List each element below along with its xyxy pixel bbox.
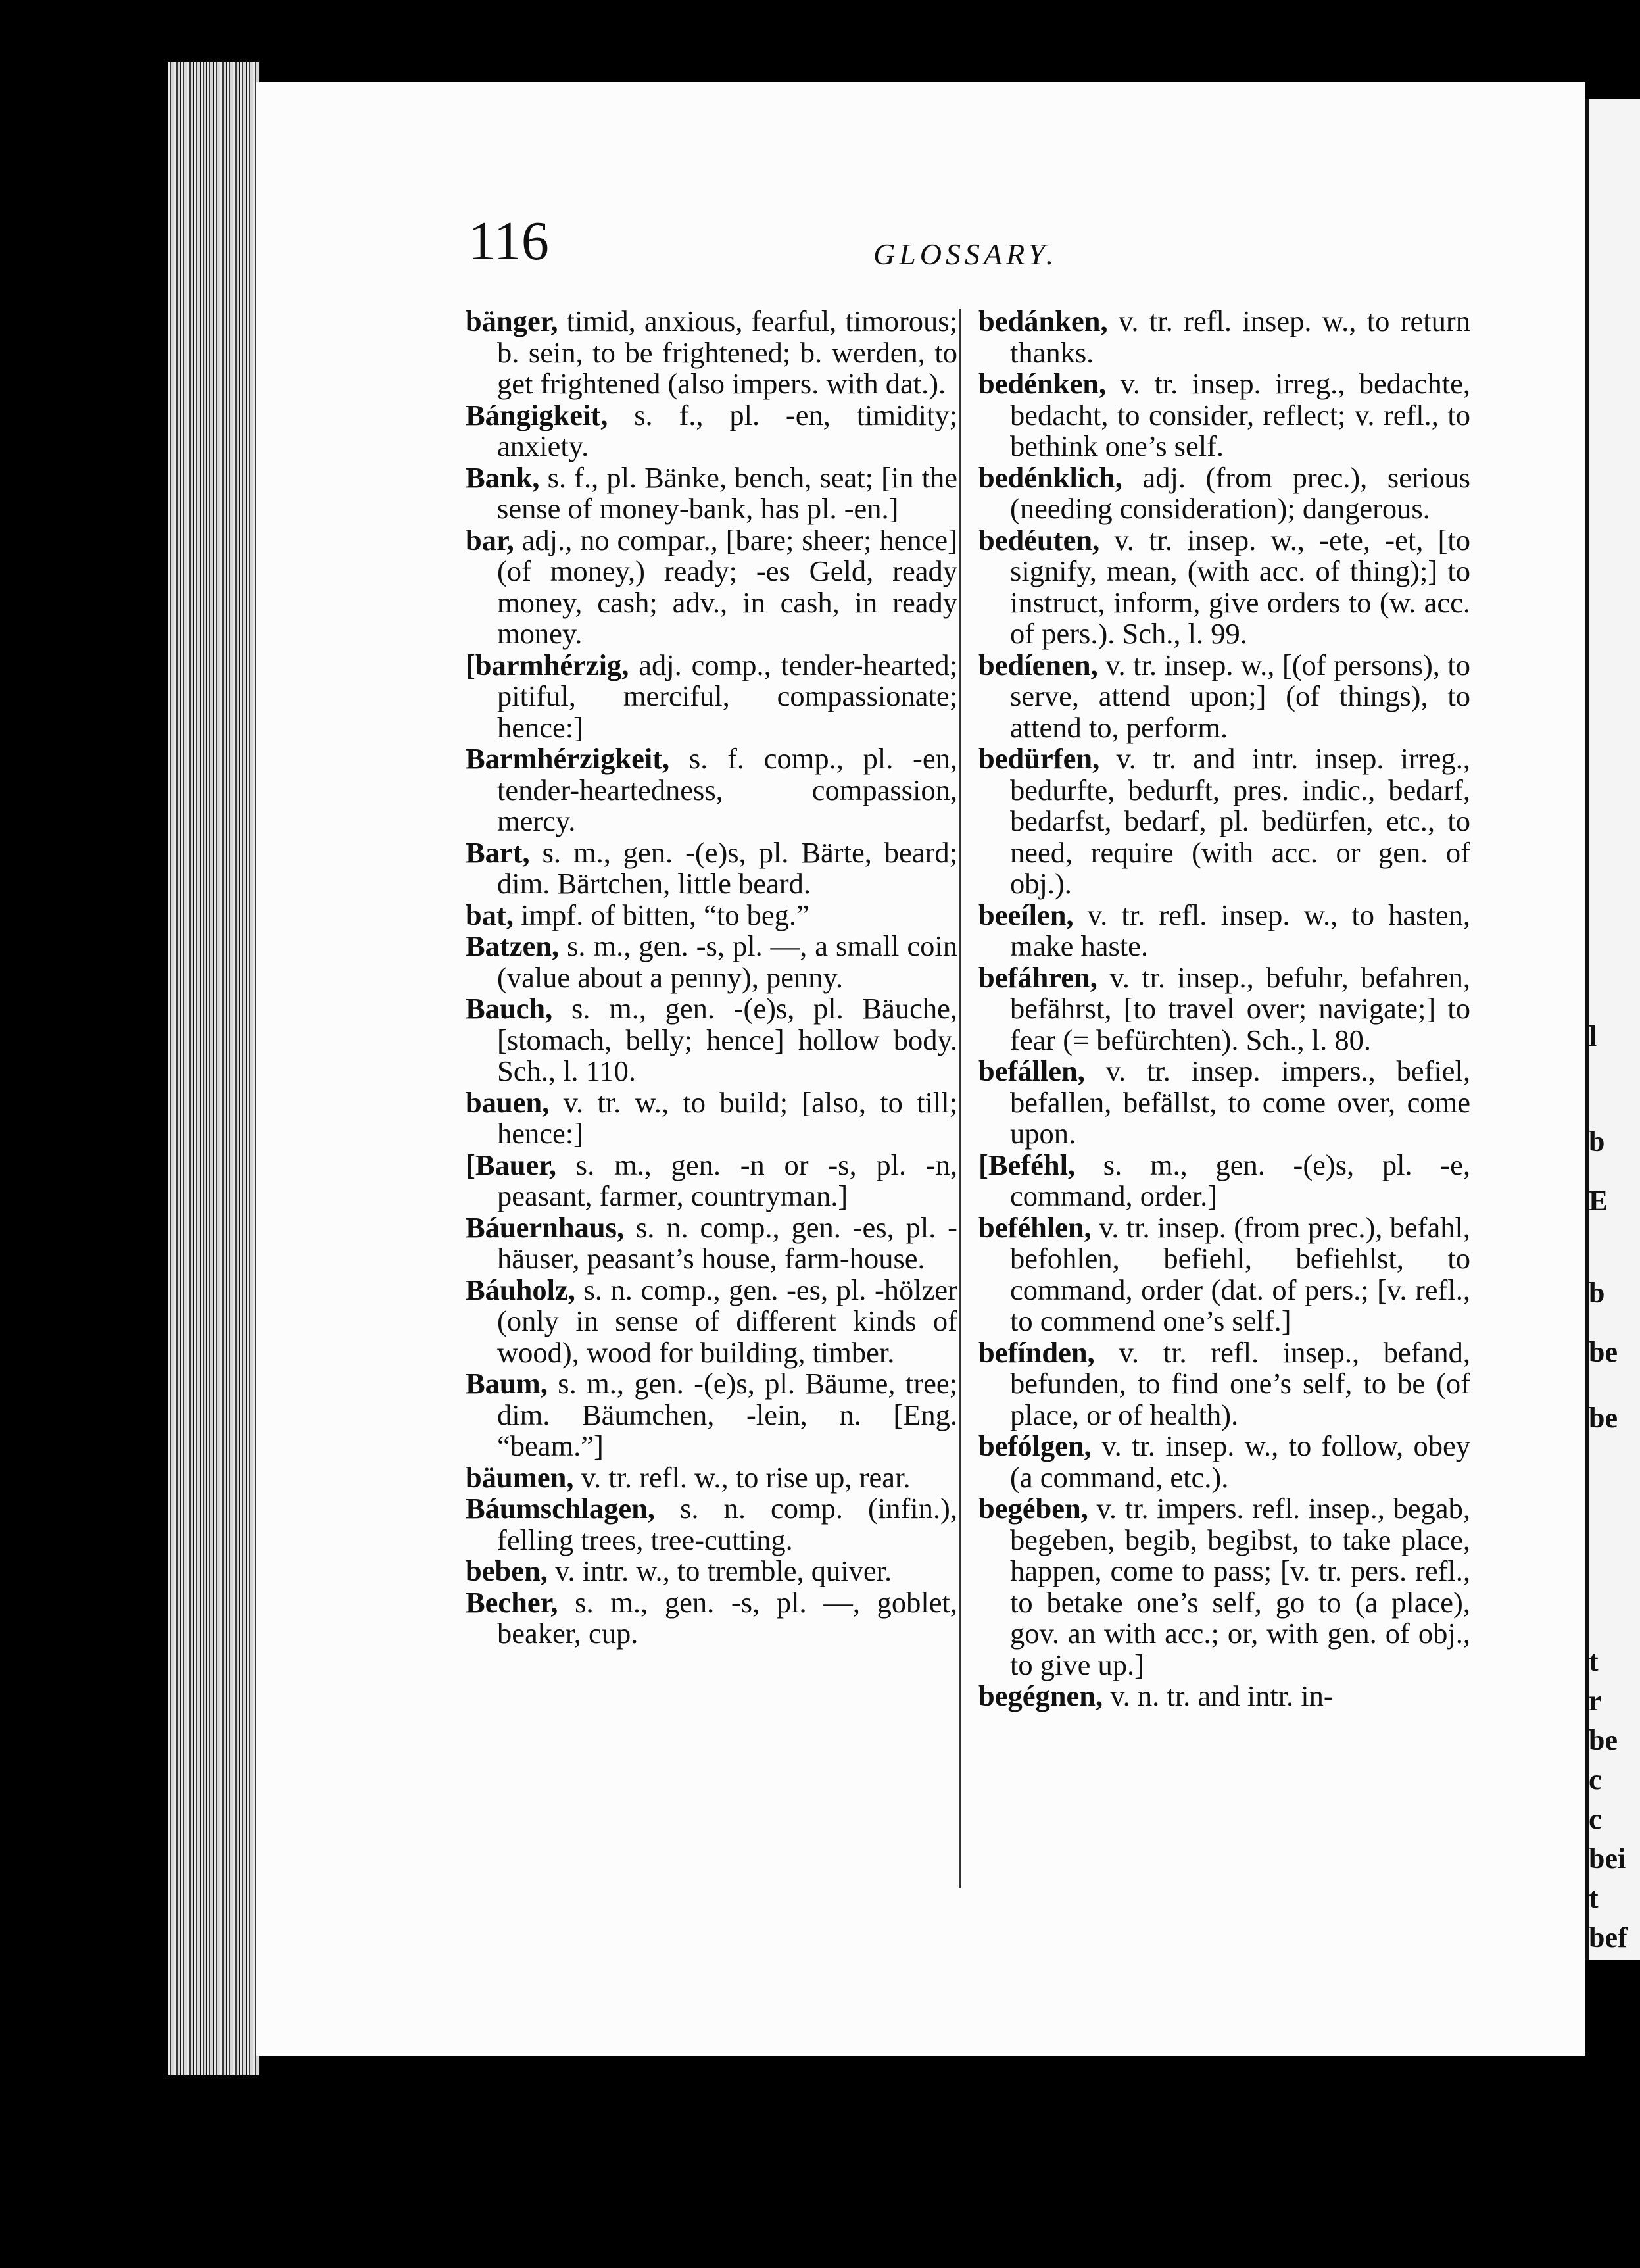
entry-definition: v. tr. insep. w., -ete, -et, [to signify, mean, (with acc. of thing);] to instruct, inform, give orders to (w. acc. of pers.). Sch., l. 99. [1010,523,1470,650]
entry-definition: v. tr. insep. w., [(of persons), to serve, attend upon;] (of things), to attend to, perform. [1010,648,1470,744]
glossary-entry [466,1462,957,1494]
glossary-entry [466,1493,957,1556]
adjacent-fragment: c [1589,1763,1602,1796]
glossary-entry [978,525,1470,650]
glossary-entry [466,743,957,837]
glossary-entry [466,1150,957,1212]
entry-definition: v. tr. insep. w., to follow, obey (a command, etc.). [1010,1429,1470,1494]
entry-definition: v. tr. refl. insep. w., to hasten, make haste. [1010,898,1470,962]
glossary-entry [978,1681,1470,1712]
entry-definition: s. n. comp. (infin.), felling trees, tree-cutting. [497,1492,957,1556]
adjacent-fragment: c [1589,1803,1602,1835]
glossary-entry [466,1368,957,1462]
glossary-entry [466,525,957,650]
entry-headword: [barmhérzig, [466,648,629,681]
column-divider [959,309,961,1888]
entry-headword: bauen, [466,1085,550,1119]
entry-definition: impf. of bitten, “to beg.” [513,898,809,931]
glossary-entry [978,1337,1470,1431]
glossary-entry [466,400,957,462]
entry-definition: v. tr. refl. insep., befand, befunden, to find one’s self, to be (of place, or of health). [1010,1335,1470,1431]
glossary-entry [978,1150,1470,1212]
entry-definition: v. tr. impers. refl. insep., begab, begeben, begib, begibst, to take place, happen, come to pass; [v. tr. pers. refl., to betake one’s self, go to (a place), gov. an with acc.; or, with gen. of obj., to give up.] [1010,1492,1470,1681]
entry-headword: bedénklich, [978,460,1122,494]
adjacent-fragment: t [1589,1882,1599,1914]
entry-headword: befínden, [978,1335,1095,1369]
entry-headword: Baum, [466,1367,548,1400]
entry-definition: v. tr. insep., befuhr, befahren, befährst, [to travel over; navigate;] to fear (= befürchten). Sch., l. 80. [1010,960,1470,1056]
entry-definition: s. m., gen. -s, pl. —, a small coin (value about a penny), penny. [497,929,957,994]
glossary-entry [978,1056,1470,1150]
glossary-entry [978,900,1470,962]
glossary-entry [466,837,957,900]
entry-headword: Batzen, [466,929,560,962]
glossary-entry [466,1212,957,1275]
entry-definition: s. m., gen. -(e)s, pl. Bäume, tree; dim. Bäumchen, -lein, n. [Eng. “beam.”] [497,1367,957,1462]
entry-definition: v. intr. w., to tremble, quiver. [547,1554,892,1587]
adjacent-page-fragment [1585,99,1640,1960]
glossary-entry [466,1275,957,1369]
glossary-entry [978,368,1470,462]
entry-definition: v. tr. and intr. insep. irreg., bedurfte, bedurft, pres. indic., bedarf, bedarfst, bedarf, pl. bedürfen, etc., to need, require (with acc. or gen. of obj.). [1010,742,1470,900]
glossary-entry [978,306,1470,368]
adjacent-fragment: t [1589,1645,1599,1677]
adjacent-fragment: be [1589,1402,1618,1434]
entry-definition: s. m., gen. -(e)s, pl. Bäuche, [stomach, belly; hence] hollow body. Sch., l. 110. [497,992,957,1087]
entry-headword: bedürfen, [978,742,1100,775]
entry-definition: s. n. comp., gen. -es, pl. -häuser, peasant’s house, farm-house. [497,1210,957,1275]
entry-headword: bedánken, [978,305,1108,337]
glossary-entry [978,743,1470,900]
entry-definition: s. f. comp., pl. -en, tender-heartedness, compassion, mercy. [497,742,957,837]
entry-headword: [Bauer, [466,1148,557,1181]
adjacent-fragment: bei [1589,1842,1626,1875]
entry-headword: Bauch, [466,992,553,1025]
entry-definition: s. f., pl. -en, timidity; anxiety. [497,398,957,462]
entry-headword: Báuernhaus, [466,1210,625,1244]
entry-definition: s. m., gen. -(e)s, pl. -e, command, order.] [1010,1148,1470,1212]
adjacent-fragment: be [1589,1336,1618,1368]
entry-headword: Báuholz, [466,1273,575,1306]
entry-headword: beben, [466,1554,548,1587]
glossary-entry [466,900,957,931]
entry-definition: adj. (from prec.), serious (needing consideration); dangerous. [1010,460,1470,525]
entry-definition: v. n. tr. and intr. in- [1103,1679,1334,1712]
entry-headword: beeílen, [978,898,1074,931]
glossary-entry [978,1493,1470,1681]
glossary-entry [466,993,957,1087]
glossary-entry [978,1212,1470,1337]
entry-headword: befáhren, [978,960,1097,994]
glossary-entry [466,650,957,744]
entry-headword: begégnen, [978,1679,1103,1712]
glossary-entry [466,931,957,993]
entry-headword: Bart, [466,835,530,869]
entry-definition: v. tr. w., to build; [also, to till; hence:] [497,1085,957,1150]
glossary-entry [978,650,1470,744]
entry-definition: v. tr. insep. impers., befiel, befallen, befällst, to come over, come upon. [1010,1054,1470,1150]
adjacent-fragment: b [1589,1277,1605,1309]
glossary-entry [466,306,957,400]
entry-headword: bedíenen, [978,648,1098,681]
entry-definition: s. m., gen. -n or -s, pl. -n, peasant, farmer, countryman.] [497,1148,957,1212]
glossary-entry [978,962,1470,1056]
entry-definition: timid, anxious, fearful, timorous; b. sein, to be frightened; b. werden, to get frightened (also impers. with dat.). [497,305,957,400]
entry-headword: bedénken, [978,367,1107,400]
entry-headword: bedéuten, [978,523,1100,556]
entry-headword: Báumschlagen, [466,1492,656,1525]
entry-headword: befólgen, [978,1429,1092,1462]
glossary-entry [466,1587,957,1650]
entry-definition: v. tr. insep. irreg., bedachte, bedacht, to consider, reflect; v. refl., to bethink one’s self. [1010,367,1470,462]
entry-definition: v. tr. insep. (from prec.), befahl, befohlen, befiehl, befiehlst, to command, order (dat. of pers.; [v. refl., to commend one’s self.] [1010,1210,1470,1337]
page-number: 116 [468,210,549,272]
entry-headword: bänger, [466,305,558,337]
entry-headword: Bángigkeit, [466,398,608,431]
glossary-column-right [978,306,1470,1712]
entry-headword: beféhlen, [978,1210,1092,1244]
adjacent-fragment: b [1589,1125,1605,1158]
entry-definition: s. m., gen. -(e)s, pl. Bärte, beard; dim. Bärtchen, little beard. [497,835,957,900]
entry-definition: s. n. comp., gen. -es, pl. -hölzer (only in sense of different kinds of wood), wood for building, timber. [497,1273,957,1369]
entry-definition: s. f., pl. Bänke, bench, seat; [in the sense of money-bank, has pl. -en.] [497,460,957,525]
glossary-entry [466,462,957,525]
entry-headword: Bank, [466,460,540,494]
entry-headword: bat, [466,898,514,931]
entry-headword: bar, [466,523,514,556]
running-head: GLOSSARY. [873,237,1058,271]
entry-headword: Barmhérzigkeit, [466,742,670,775]
adjacent-fragment: be [1589,1724,1618,1756]
book-page-edges [168,62,260,2075]
entry-headword: bäumen, [466,1460,574,1494]
adjacent-fragment: bef [1589,1921,1628,1954]
glossary-column-left [466,306,957,1650]
entry-definition: v. tr. refl. insep. w., to return thanks. [1010,305,1470,369]
adjacent-fragment: r [1589,1685,1602,1717]
entry-headword: Becher, [466,1585,558,1619]
adjacent-fragment: E [1589,1185,1608,1217]
entry-headword: [Beféhl, [978,1148,1076,1181]
entry-definition: s. m., gen. -s, pl. —, goblet, beaker, cup. [497,1585,957,1650]
entry-definition: adj. comp., tender-hearted; pitiful, merciful, compassionate; hence:] [497,648,957,744]
glossary-entry [466,1556,957,1587]
adjacent-fragment: l [1589,1020,1597,1052]
entry-definition: v. tr. refl. w., to rise up, rear. [573,1460,911,1494]
entry-headword: befállen, [978,1054,1085,1087]
entry-definition: adj., no compar., [bare; sheer; hence] (of money,) ready; -es Geld, ready money, cash; adv., in cash, in ready money. [497,523,957,650]
glossary-entry [978,462,1470,525]
glossary-entry [466,1087,957,1150]
entry-headword: begében, [978,1492,1088,1525]
glossary-entry [978,1431,1470,1493]
